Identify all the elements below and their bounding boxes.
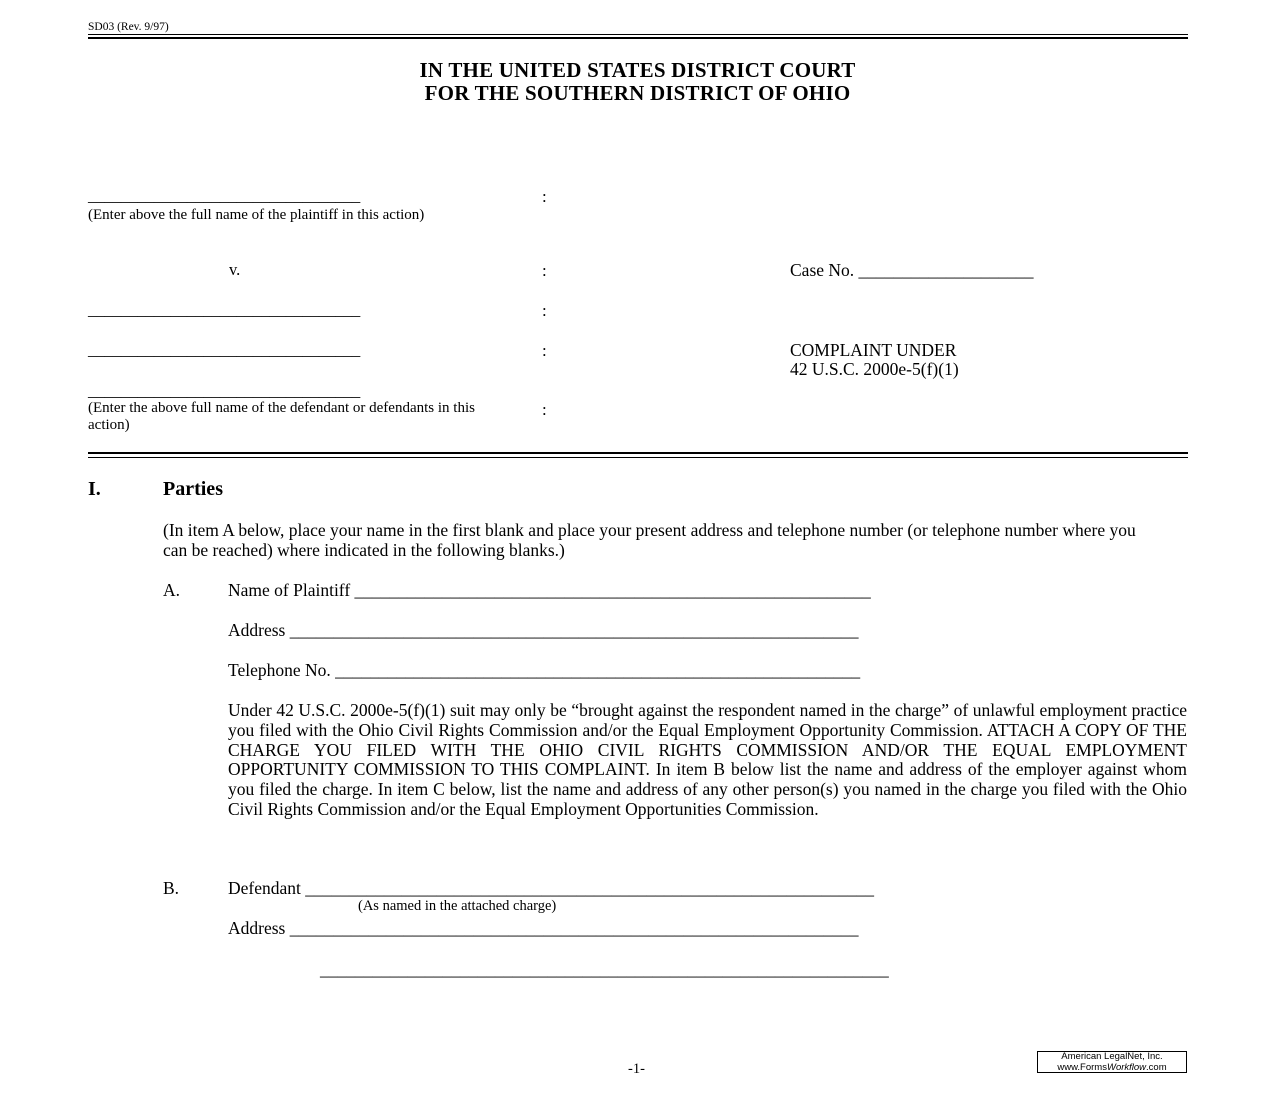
defendant-hint: (Enter the above full name of the defendant or defendants in this action) — [88, 400, 475, 433]
caption-divider-thin — [88, 457, 1188, 458]
plaintiff-telephone-field[interactable]: Telephone No. ____________________________________________________________ — [228, 660, 861, 680]
defendant-name-line[interactable]: _________________________________ — [88, 381, 361, 400]
publisher-name: American LegalNet, Inc. — [1061, 1051, 1163, 1062]
publisher-url: www.FormsWorkflow.com — [1057, 1061, 1167, 1073]
caption-colon: : — [542, 301, 547, 320]
court-title-line2: FOR THE SOUTHERN DISTRICT OF OHIO — [424, 81, 851, 105]
statute-notice: Under 42 U.S.C. 2000e-5(f)(1) suit may only be “brought against the respondent named in the charge” of unlawful employment practice you filed with the Ohio Civil Rights Commission and/or the Equal Employment Opportunity Commission. ATTACH A COPY OF THE CHARGE YOU FILED WITH THE OHIO CIVIL RIGHTS COMMISSION AND/OR THE EQUAL EMPLOYMENT OPPORTUNITY COMMISSION TO THIS COMPLAINT. In item B below list the name and address of the employer against whom you filed the charge. In item C below, list the name and address of any other person(s) you named in the charge you filed with the Ohio Civil Rights Commission and/or the Equal Employment Opportunities Commission. — [228, 700, 1187, 819]
plaintiff-hint: (Enter above the full name of the plaintiff in this action) — [88, 207, 425, 223]
defendant-field-hint: (As named in the attached charge) — [358, 898, 557, 914]
form-id: SD03 (Rev. 9/97) — [88, 21, 169, 33]
caption-colon: : — [542, 187, 547, 206]
complaint-title-line1: COMPLAINT UNDER — [790, 340, 957, 360]
case-number-field[interactable]: Case No. ____________________ — [790, 260, 1034, 280]
defendant-name-line[interactable]: _________________________________ — [88, 340, 361, 359]
plaintiff-address-field[interactable]: Address _________________________________________________________________ — [228, 620, 859, 640]
defendant-address-field[interactable]: Address _________________________________________________________________ — [228, 918, 859, 938]
versus-label: v. — [229, 260, 241, 279]
top-divider-thin — [88, 34, 1188, 35]
section-number: I. — [88, 478, 101, 500]
plaintiff-name-field[interactable]: Name of Plaintiff ___________________________________________________________ — [228, 580, 871, 600]
item-a-letter: A. — [163, 580, 181, 600]
publisher-stamp — [1037, 1051, 1187, 1073]
page-number: -1- — [628, 1061, 645, 1077]
defendant-address-line2[interactable]: _________________________________________________________________ — [320, 959, 889, 979]
caption-colon: : — [542, 261, 547, 280]
caption-divider-thick — [88, 452, 1188, 454]
parties-instructions: (In item A below, place your name in the first blank and place your present address and telephone number (or telephone number where you can be reached) where indicated in the following blanks.) — [163, 520, 1136, 560]
complaint-title-line2: 42 U.S.C. 2000e-5(f)(1) — [790, 359, 959, 379]
defendant-name-line[interactable]: _________________________________ — [88, 300, 361, 319]
defendant-field[interactable]: Defendant _________________________________________________________________ — [228, 878, 875, 898]
plaintiff-name-line[interactable]: _________________________________ — [88, 186, 361, 205]
section-title: Parties — [163, 478, 223, 500]
court-title-line1: IN THE UNITED STATES DISTRICT COURT — [419, 58, 856, 82]
caption-colon: : — [542, 400, 547, 419]
caption-colon: : — [542, 341, 547, 360]
top-divider-thick — [88, 37, 1188, 39]
item-b-letter: B. — [163, 878, 180, 898]
